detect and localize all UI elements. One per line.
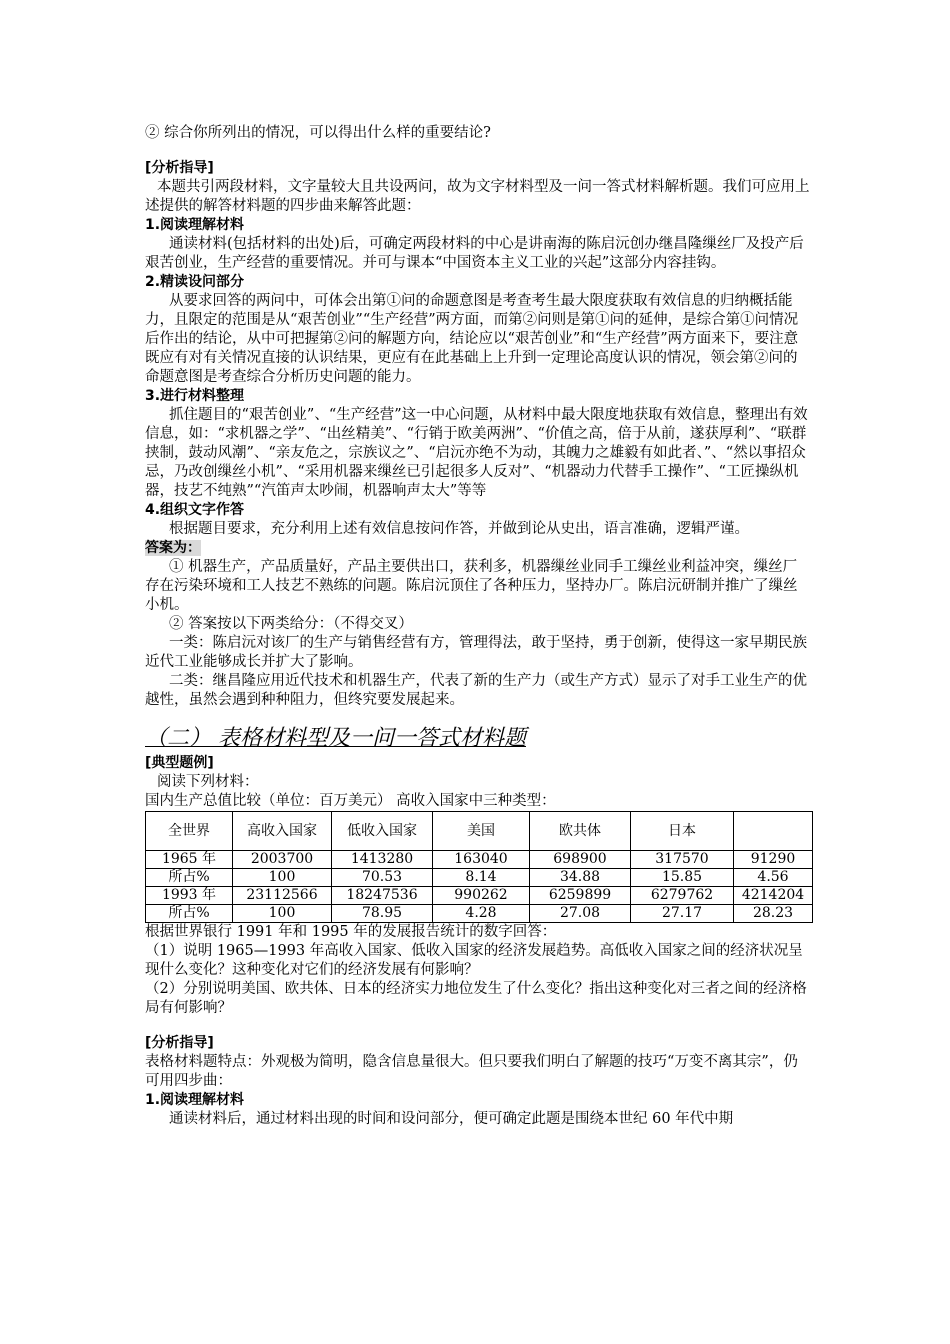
table-cell: 1413280 [332, 851, 433, 869]
table-cell: 23112566 [233, 887, 332, 905]
table-row [146, 887, 813, 905]
answer-2: ② 答案按以下两类给分：（不得交叉） [169, 616, 413, 632]
step4-title: 4.组织文字作答 [145, 502, 245, 518]
table-cell: 28.23 [734, 905, 813, 923]
answer-2-category-1: 一类：陈启沅对该厂的生产与销售经营有方，管理得法，敢于坚持，勇于创新，使得这一家早期民族近代工业能够成长并扩大了影响。 [145, 635, 807, 670]
table-header-cell: 欧共体 [530, 812, 631, 851]
step3-text: 抓住题目的“艰苦创业”、“生产经营”这一中心问题，从材料中最大限度地获取有效信息，整理出有效信息，如：“求机器之学”、“出丝精美”、“行销于欧美两洲”、“价值之高，倍于从前，遂获厚利”、“联群挟制，鼓动风潮”、“亲友危之，宗族议之”、“启沅亦绝不为动，其魄力之雄毅有如此者、”、“然以事招众忌，乃改创缫丝小机”、“采用机器来缫丝已引起很多人反对”、“机器动力代替手工操作”、“工匠操纵机器，技艺不纯熟”“汽笛声太吵闹，机器响声太大”等等 [145, 407, 808, 499]
table-row [146, 905, 813, 923]
table-cell: 100 [233, 869, 332, 887]
table-cell: 990262 [433, 887, 530, 905]
table-cell: 34.88 [530, 869, 631, 887]
table-cell: 6259899 [530, 887, 631, 905]
gdp-table [145, 811, 813, 923]
table-cell: 15.85 [631, 869, 734, 887]
table-cell: 1993 年 [146, 887, 233, 905]
answer-2-category-2: 二类：继昌隆应用近代技术和机器生产，代表了新的生产力（或生产方式）显示了对手工业生产的优越性，虽然会遇到种种阻力，但终究要发展起来。 [145, 673, 807, 708]
step1-title: 1.阅读理解材料 [145, 217, 245, 233]
table-guide-text: 表格材料题特点：外观极为简明，隐含信息量很大。但只要我们明白了解题的技巧“万变不离其宗”，仍可用四步曲： [145, 1054, 798, 1089]
table-cell: 所占% [146, 869, 233, 887]
answer-1: ① 机器生产，产品质量好，产品主要供出口，获利多，机器缫丝业同手工缫丝业利益冲突，缫丝厂存在污染环境和工人技艺不熟练的问题。陈启沅顶住了各种压力，坚持办厂。陈启沅研制并推广了缫丝小机。 [145, 559, 798, 613]
table-cell: 18247536 [332, 887, 433, 905]
source-note: 根据世界银行 1991 年和 1995 年的发展报告统计的数字回答： [145, 924, 557, 940]
table-header-cell: 低收入国家 [332, 812, 433, 851]
step4-text: 根据题目要求，充分利用上述有效信息按问作答，并做到论从史出，语言准确，逻辑严谨。 [169, 521, 749, 537]
table-cell: 317570 [631, 851, 734, 869]
table-cell: 27.08 [530, 905, 631, 923]
table-cell: 所占% [146, 905, 233, 923]
section2-step1-title: 1.阅读理解材料 [145, 1092, 245, 1108]
table-header-cell: 日本 [631, 812, 734, 851]
step1-text: 通读材料(包括材料的出处)后，可确定两段材料的中心是讲南海的陈启沅创办继昌隆缫丝厂及投产后艰苦创业，生产经营的重要情况。并可与课本“中国资本主义工业的兴起”这部分内容挂钩。 [145, 236, 804, 271]
table-cell: 698900 [530, 851, 631, 869]
table-row [146, 869, 813, 887]
table-cell: 78.95 [332, 905, 433, 923]
table-cell: 4.56 [734, 869, 813, 887]
answer-label: 答案为： [145, 540, 201, 556]
analysis-guide-label: [分析指导] [145, 160, 214, 176]
table-cell: 1965 年 [146, 851, 233, 869]
table-header-cell: 美国 [433, 812, 530, 851]
analysis-guide-label-2: [分析指导] [145, 1035, 214, 1051]
table-cell: 70.53 [332, 869, 433, 887]
table-cell: 8.14 [433, 869, 530, 887]
table-header-row [146, 812, 813, 851]
table-header-cell [734, 812, 813, 851]
table-cell: 163040 [433, 851, 530, 869]
step3-title: 3.进行材料整理 [145, 388, 245, 404]
table-header-cell: 高收入国家 [233, 812, 332, 851]
step2-title: 2.精读设问部分 [145, 274, 245, 290]
table-cell: 27.17 [631, 905, 734, 923]
analysis-intro: 本题共引两段材料，文字量较大且共设两问，故为文字材料型及一问一答式材料解析题。我们可应用上述提供的解答材料题的四步曲来解答此题： [145, 179, 810, 214]
table-cell: 91290 [734, 851, 813, 869]
table-header-cell: 全世界 [146, 812, 233, 851]
table-cell: 4214204 [734, 887, 813, 905]
read-prompt: 阅读下列材料： [157, 774, 259, 790]
table-row [146, 851, 813, 869]
question-2: （2）分别说明美国、欧共体、日本的经济实力地位发生了什么变化？指出这种变化对三者之间的经济格局有何影响？ [145, 981, 807, 1016]
step2-text: 从要求回答的两问中，可体会出第①问的命题意图是考查考生最大限度获取有效信息的归纳概括能力，且限定的范围是从“艰苦创业”“生产经营”两方面，而第②问则是第①问的延伸，是综合第①问情况后作出的结论，从中可把握第②问的解题方向，结论应以“艰苦创业”和“生产经营”两方面来下，要注意既应有对有关情况直接的认识结果，更应有在此基础上上升到一定理论高度认识的情况，领会第②问的命题意图是考查综合分析历史问题的能力。 [145, 293, 799, 385]
table-cell: 100 [233, 905, 332, 923]
table-caption: 国内生产总值比较（单位：百万美元） 高收入国家中三种类型： [145, 793, 556, 809]
document-page [145, 124, 810, 1129]
question-2-text: ② 综合你所列出的情况，可以得出什么样的重要结论? [145, 125, 491, 141]
section-title: （二） 表格材料型及一问一答式材料题 [145, 726, 526, 751]
table-cell: 2003700 [233, 851, 332, 869]
section2-step1-text: 通读材料后，通过材料出现的时间和设问部分，便可确定此题是围绕本世纪 60 年代中期 [169, 1111, 734, 1127]
table-cell: 6279762 [631, 887, 734, 905]
example-label: [典型题例] [145, 755, 214, 771]
table-cell: 4.28 [433, 905, 530, 923]
question-1: （1）说明 1965—1993 年高收入国家、低收入国家的经济发展趋势。高低收入国家之间的经济状况呈现什么变化？这种变化对它们的经济发展有何影响？ [145, 943, 803, 978]
